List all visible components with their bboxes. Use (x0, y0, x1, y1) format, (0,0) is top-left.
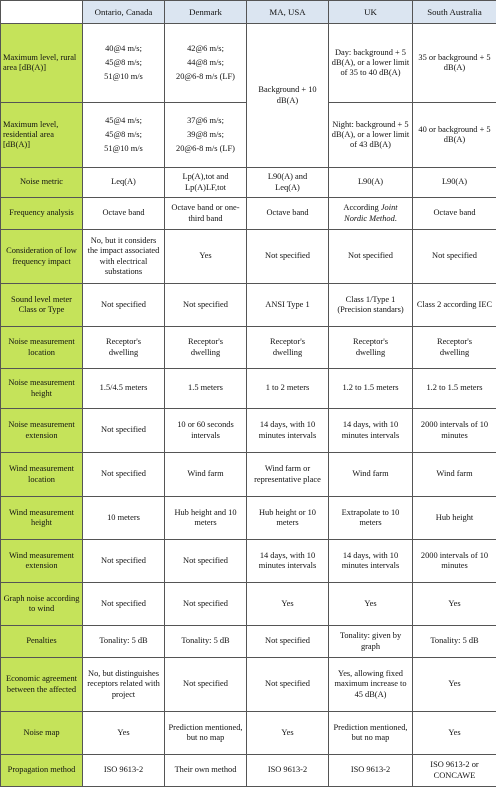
cell-rural-denmark (165, 24, 247, 103)
cell-wml-ontario: Not specified (83, 453, 165, 497)
table-row-rural (1, 24, 496, 103)
cell-metric-ma (247, 168, 329, 198)
cell-line: Receptor's (415, 337, 494, 347)
cell-wme-ma: 14 days, with 10 minutes intervals (247, 540, 329, 583)
cell-line: 39@8 m/s; (167, 130, 244, 140)
cell-lowfreq-ma: Not specified (247, 230, 329, 284)
cell-line: Lp(A),tot and (167, 172, 244, 182)
cell-wmh-ontario: 10 meters (83, 497, 165, 540)
cell-propagation-ma: ISO 9613-2 (247, 755, 329, 787)
table-row-noise-extension (1, 409, 496, 453)
cell-line: dwelling (249, 348, 326, 358)
cell-line: dwelling (85, 348, 162, 358)
cell-nme-uk: 14 days, with 10 minutes intervals (329, 409, 413, 453)
cell-wme-denmark: Not specified (165, 540, 247, 583)
table-row-noise-height (1, 369, 496, 409)
cell-line: 51@10 m/s (85, 72, 162, 82)
table-row-wind-location (1, 453, 496, 497)
cell-meter-uk: Class 1/Type 1 (Precision standars) (329, 284, 413, 327)
header-corner (1, 1, 83, 24)
cell-nmh-ontario: 1.5/4.5 meters (83, 369, 165, 409)
row-label-propagation: Propagation method (1, 755, 83, 787)
row-label-economic: Economic agreement between the affected (1, 658, 83, 712)
cell-line: 45@4 m/s; (85, 116, 162, 126)
cell-penalties-ontario: Tonality: 5 dB (83, 626, 165, 658)
cell-line: Receptor's (331, 337, 410, 347)
cell-line: 20@6-8 m/s (LF) (167, 144, 244, 154)
cell-text: According (343, 203, 380, 212)
cell-nme-denmark: 10 or 60 seconds intervals (165, 409, 247, 453)
cell-map-denmark: Prediction mentioned, but no map (165, 712, 247, 755)
cell-line: dwelling (167, 348, 244, 358)
cell-nmh-denmark: 1.5 meters (165, 369, 247, 409)
table-row-meter (1, 284, 496, 327)
cell-wmh-denmark: Hub height and 10 meters (165, 497, 247, 540)
cell-line: 45@8 m/s; (85, 58, 162, 68)
table-row-lowfreq (1, 230, 496, 284)
cell-metric-sa: L90(A) (413, 168, 496, 198)
cell-line: Leq(A) (249, 183, 326, 193)
row-label-wind-extension: Wind measurement extension (1, 540, 83, 583)
cell-wmh-ma: Hub height or 10 meters (247, 497, 329, 540)
cell-wmh-uk: Extrapolate to 10 meters (329, 497, 413, 540)
cell-wme-sa: 2000 intervals of 10 minutes (413, 540, 496, 583)
cell-graph-ma: Yes (247, 583, 329, 626)
header-denmark: Denmark (165, 1, 247, 24)
cell-italic-text: Joint Nordic Method (344, 203, 397, 222)
cell-penalties-uk: Tonality: given by graph (329, 626, 413, 658)
cell-residential-ontario (83, 103, 165, 168)
table-row-metric (1, 168, 496, 198)
cell-graph-sa: Yes (413, 583, 496, 626)
cell-wmh-sa: Hub height (413, 497, 496, 540)
cell-frequency-uk (329, 198, 413, 230)
cell-nml-ontario (83, 327, 165, 369)
table-row-graph (1, 583, 496, 626)
cell-line: dwelling (415, 348, 494, 358)
header-ontario: Ontario, Canada (83, 1, 165, 24)
cell-line: Lp(A)LF,tot (167, 183, 244, 193)
cell-lowfreq-ontario: No, but it considers the impact associated with electrical substations (83, 230, 165, 284)
cell-economic-sa: Yes (413, 658, 496, 712)
row-label-noise-height: Noise measurement height (1, 369, 83, 409)
cell-propagation-sa: ISO 9613-2 or CONCAWE (413, 755, 496, 787)
cell-frequency-ontario: Octave band (83, 198, 165, 230)
cell-map-uk: Prediction mentioned, but no map (329, 712, 413, 755)
cell-wme-uk: 14 days, with 10 minutes intervals (329, 540, 413, 583)
cell-frequency-ma: Octave band (247, 198, 329, 230)
cell-meter-ma: ANSI Type 1 (247, 284, 329, 327)
cell-line: 42@6 m/s; (167, 44, 244, 54)
row-label-residential: Maximum level, residential area [dB(A)] (1, 103, 83, 168)
cell-meter-sa: Class 2 according IEC (413, 284, 496, 327)
table-row-wind-extension (1, 540, 496, 583)
header-south-australia: South Australia (413, 1, 496, 24)
cell-nme-ontario: Not specified (83, 409, 165, 453)
cell-nml-uk (329, 327, 413, 369)
cell-line: Receptor's (167, 337, 244, 347)
table-row-penalties (1, 626, 496, 658)
cell-line: 45@8 m/s; (85, 130, 162, 140)
cell-wml-uk: Wind farm (329, 453, 413, 497)
cell-nml-denmark (165, 327, 247, 369)
cell-metric-denmark (165, 168, 247, 198)
cell-line: Receptor's (249, 337, 326, 347)
header-uk: UK (329, 1, 413, 24)
cell-line: 20@6-8 m/s (LF) (167, 72, 244, 82)
cell-line: 40@4 m/s; (85, 44, 162, 54)
row-label-wind-location: Wind measurement location (1, 453, 83, 497)
cell-rural-uk: Day: background + 5 dB(A), or a lower limit of 35 to 40 dB(A) (329, 24, 413, 103)
cell-nml-sa (413, 327, 496, 369)
cell-propagation-denmark: Their own method (165, 755, 247, 787)
table-row-propagation (1, 755, 496, 787)
table-row-noise-map (1, 712, 496, 755)
cell-line: 37@6 m/s; (167, 116, 244, 126)
cell-text: . (395, 214, 397, 223)
row-label-graph: Graph noise according to wind (1, 583, 83, 626)
cell-line: 44@8 m/s; (167, 58, 244, 68)
cell-wml-ma: Wind farm or representative place (247, 453, 329, 497)
cell-rural-ontario (83, 24, 165, 103)
cell-residential-denmark (165, 103, 247, 168)
cell-nml-ma (247, 327, 329, 369)
cell-wme-ontario: Not specified (83, 540, 165, 583)
cell-nme-ma: 14 days, with 10 minutes intervals (247, 409, 329, 453)
row-label-frequency: Frequency analysis (1, 198, 83, 230)
cell-frequency-denmark: Octave band or one-third band (165, 198, 247, 230)
cell-propagation-ontario: ISO 9613-2 (83, 755, 165, 787)
cell-metric-uk: L90(A) (329, 168, 413, 198)
cell-line: dwelling (331, 348, 410, 358)
cell-map-sa: Yes (413, 712, 496, 755)
cell-penalties-denmark: Tonality: 5 dB (165, 626, 247, 658)
cell-rural-sa: 35 or background + 5 dB(A) (413, 24, 496, 103)
cell-residential-sa: 40 or background + 5 dB(A) (413, 103, 496, 168)
cell-graph-uk: Yes (329, 583, 413, 626)
cell-meter-ontario: Not specified (83, 284, 165, 327)
cell-wml-sa: Wind farm (413, 453, 496, 497)
cell-propagation-uk: ISO 9613-2 (329, 755, 413, 787)
row-label-rural: Maximum level, rural area [dB(A)] (1, 24, 83, 103)
cell-nmh-uk: 1.2 to 1.5 meters (329, 369, 413, 409)
cell-nmh-ma: 1 to 2 meters (247, 369, 329, 409)
cell-frequency-sa: Octave band (413, 198, 496, 230)
cell-economic-ma: Not specified (247, 658, 329, 712)
header-ma-usa: MA, USA (247, 1, 329, 24)
cell-line: 51@10 m/s (85, 144, 162, 154)
row-label-wind-height: Wind measurement height (1, 497, 83, 540)
cell-penalties-sa: Tonality: 5 dB (413, 626, 496, 658)
cell-map-ma: Yes (247, 712, 329, 755)
cell-wml-denmark: Wind farm (165, 453, 247, 497)
cell-nmh-sa: 1.2 to 1.5 meters (413, 369, 496, 409)
cell-graph-ontario: Not specified (83, 583, 165, 626)
cell-lowfreq-sa: Not specified (413, 230, 496, 284)
cell-lowfreq-denmark: Yes (165, 230, 247, 284)
row-label-meter: Sound level meter Class or Type (1, 284, 83, 327)
table-row-economic (1, 658, 496, 712)
cell-line: Receptor's (85, 337, 162, 347)
cell-economic-denmark: Not specified (165, 658, 247, 712)
row-label-noise-map: Noise map (1, 712, 83, 755)
cell-economic-ontario: No, but distinguishes receptors related with project (83, 658, 165, 712)
cell-metric-ontario: Leq(A) (83, 168, 165, 198)
row-label-noise-location: Noise measurement location (1, 327, 83, 369)
cell-lowfreq-uk: Not specified (329, 230, 413, 284)
cell-meter-denmark: Not specified (165, 284, 247, 327)
cell-nme-sa: 2000 intervals of 10 minutes (413, 409, 496, 453)
table-row-frequency (1, 198, 496, 230)
cell-map-ontario: Yes (83, 712, 165, 755)
row-label-lowfreq: Consideration of low frequency impact (1, 230, 83, 284)
table-row-wind-height (1, 497, 496, 540)
table-row-noise-location (1, 327, 496, 369)
cell-line: L90(A) and (249, 172, 326, 182)
cell-economic-uk: Yes, allowing fixed maximum increase to 45 dB(A) (329, 658, 413, 712)
header-row (1, 1, 496, 24)
row-label-noise-extension: Noise measurement extension (1, 409, 83, 453)
cell-graph-denmark: Not specified (165, 583, 247, 626)
row-label-metric: Noise metric (1, 168, 83, 198)
cell-residential-uk: Night: background + 5 dB(A), or a lower limit of 43 dB(A) (329, 103, 413, 168)
cell-penalties-ma: Not specified (247, 626, 329, 658)
cell-level-ma: Background + 10 dB(A) (247, 24, 329, 168)
row-label-penalties: Penalties (1, 626, 83, 658)
